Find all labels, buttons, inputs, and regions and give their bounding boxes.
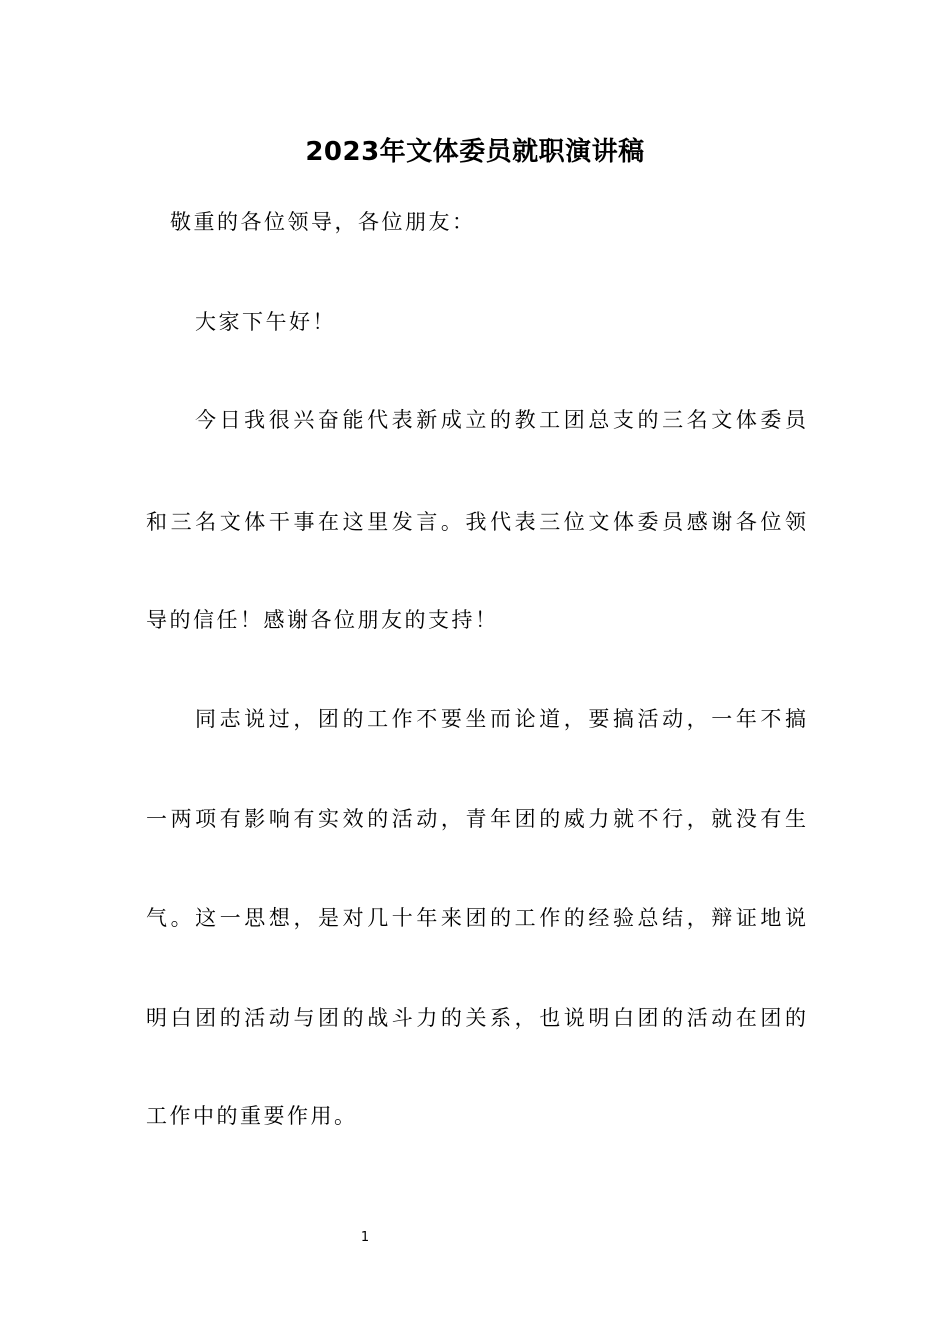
paragraph2-line1: 同志说过，团的工作不要坐而论道，要搞活动，一年不搞: [195, 707, 806, 731]
paragraph2-line5: 工作中的重要作用。: [146, 1104, 358, 1128]
paragraph2-line3: 气。这一思想，是对几十年来团的工作的经验总结，辩证地说: [146, 906, 806, 930]
paragraph1-line1: 今日我很兴奋能代表新成立的教工团总支的三名文体委员: [195, 408, 806, 432]
page-number: 1: [360, 1230, 370, 1245]
paragraph1-line2: 和三名文体干事在这里发言。我代表三位文体委员感谢各位领: [146, 510, 806, 534]
paragraph2-line4: 明白团的活动与团的战斗力的关系，也说明白团的活动在团的: [146, 1006, 806, 1030]
paragraph1-line3: 导的信任！感谢各位朋友的支持！: [146, 608, 499, 632]
document-title: 2023年文体委员就职演讲稿: [305, 137, 645, 167]
salutation-line: 敬重的各位领导，各位朋友：: [170, 210, 476, 234]
greeting-line: 大家下午好！: [195, 310, 336, 334]
paragraph2-line2: 一两项有影响有实效的活动，青年团的威力就不行，就没有生: [146, 807, 806, 831]
